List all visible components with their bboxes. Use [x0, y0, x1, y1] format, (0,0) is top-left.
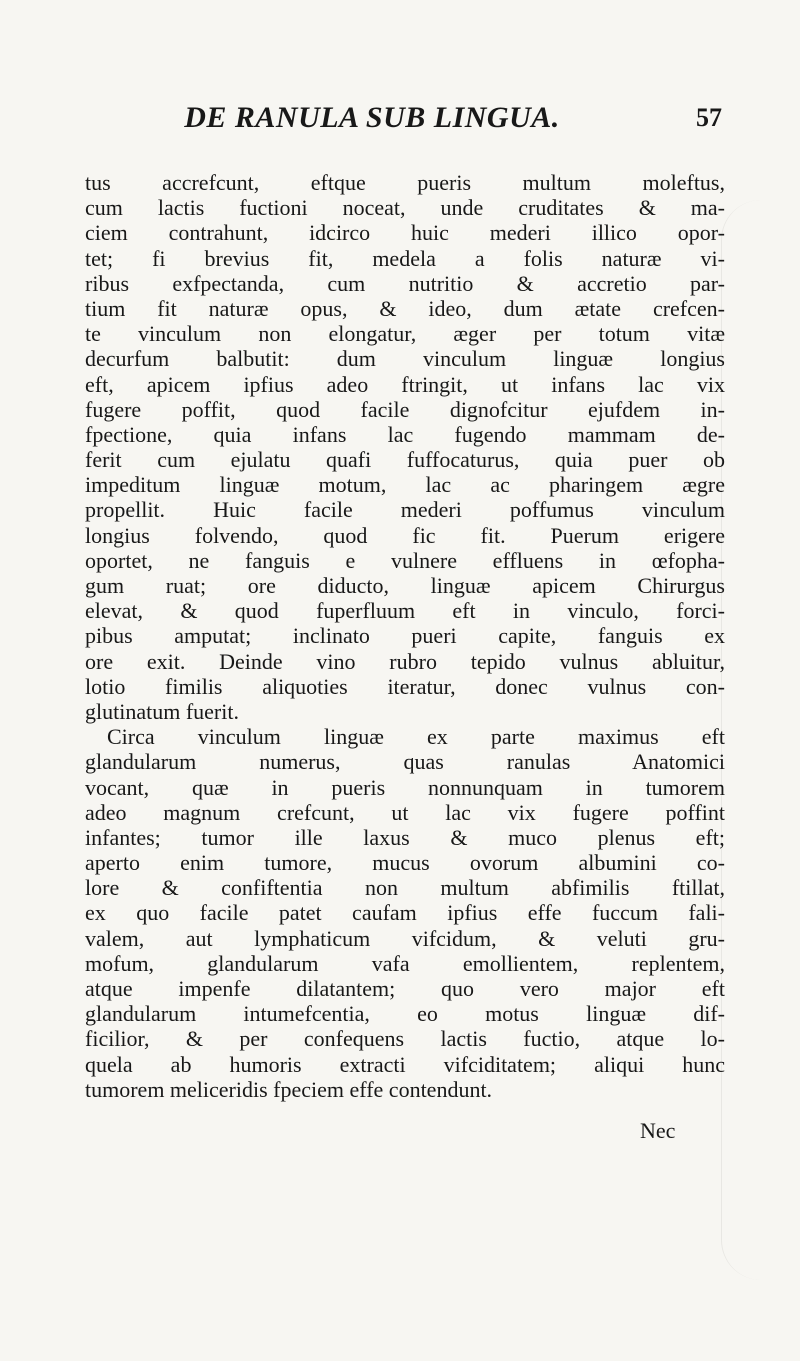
text-line: lore & confiftentia non multum abfimilis ftillat,: [85, 875, 725, 901]
text-line: vocant, quæ in pueris nonnunquam in tumorem: [85, 774, 725, 800]
text-line: tium fit naturæ opus, & ideo, dum ætate crefcen-: [85, 295, 725, 321]
text-line: lotio fimilis aliquoties iteratur, donec vulnus con-: [85, 673, 725, 699]
page-number: 57: [696, 103, 722, 132]
text-line: fpectione, quia infans lac fugendo mammam de-: [85, 421, 725, 447]
text-line: elevat, & quod fuperfluum eft in vinculo, forci-: [85, 598, 725, 624]
text-line: oportet, ne fanguis e vulnere effluens in œfopha-: [85, 547, 725, 573]
text-line: ficilior, & per confequens lactis fuctio, atque lo-: [85, 1026, 725, 1052]
running-title: DE RANULA SUB LINGUA.: [184, 101, 560, 134]
text-line: ferit cum ejulatu quafi fuffocaturus, quia puer ob: [85, 447, 725, 473]
text-line: quela ab humoris extracti vifciditatem; aliqui hunc: [85, 1051, 725, 1077]
text-line: eft, apicem ipfius adeo ftringit, ut infans lac vix: [85, 371, 725, 397]
text-line: pibus amputat; inclinato pueri capite, fanguis ex: [85, 623, 725, 649]
text-line: infantes; tumor ille laxus & muco plenus eft;: [85, 824, 725, 850]
text-line: Circa vinculum linguæ ex parte maximus eft: [107, 724, 725, 750]
running-head: [80, 100, 722, 136]
text-line: ciem contrahunt, idcirco huic mederi illico opor-: [85, 220, 725, 246]
text-line: te vinculum non elongatur, æger per totum vitæ: [85, 321, 725, 347]
text-line: atque impenfe dilatantem; quo vero major eft: [85, 976, 725, 1001]
text-line: adeo magnum crefcunt, ut lac vix fugere poffint: [85, 799, 725, 825]
text-line: mofum, glandularum vafa emollientem, replentem,: [85, 950, 725, 976]
text-line: ex quo facile patet caufam ipfius effe fuccum fali-: [85, 900, 725, 926]
text-line: valem, aut lymphaticum vifcidum, & veluti gru-: [85, 925, 725, 951]
text-line: tet; fi brevius fit, medela a folis naturæ vi-: [85, 245, 725, 271]
text-line: glandularum numerus, quas ranulas Anatomici: [85, 749, 725, 775]
text-line: impeditum linguæ motum, lac ac pharingem ægre: [85, 472, 725, 498]
text-line: tus accrefcunt, eftque pueris multum moleftus,: [85, 170, 725, 195]
text-line: propellit. Huic facile mederi poffumus vinculum: [85, 497, 725, 523]
text-line: aperto enim tumore, mucus ovorum albumini co-: [85, 850, 725, 876]
catchword: Nec: [640, 1118, 676, 1143]
text-line: fugere poffit, quod facile dignofcitur ejufdem in-: [85, 396, 725, 422]
text-line: gum ruat; ore diducto, linguæ apicem Chirurgus: [85, 573, 725, 598]
text-line: glandularum intumefcentia, eo motus linguæ dif-: [85, 1001, 725, 1027]
text-line: cum lactis fuctioni noceat, unde cruditates & ma-: [85, 195, 725, 221]
text-line: tumorem meliceridis fpeciem effe contendunt.: [85, 1076, 493, 1102]
body-text: [85, 170, 725, 1102]
text-line: ore exit. Deinde vino rubro tepido vulnus abluitur,: [85, 648, 725, 674]
text-line: ribus exfpectanda, cum nutritio & accretio par-: [85, 270, 725, 296]
text-line: decurfum balbutit: dum vinculum linguæ longius: [85, 346, 725, 372]
text-line: glutinatum fuerit.: [85, 698, 239, 724]
text-line: longius folvendo, quod fic fit. Puerum erigere: [85, 522, 725, 548]
